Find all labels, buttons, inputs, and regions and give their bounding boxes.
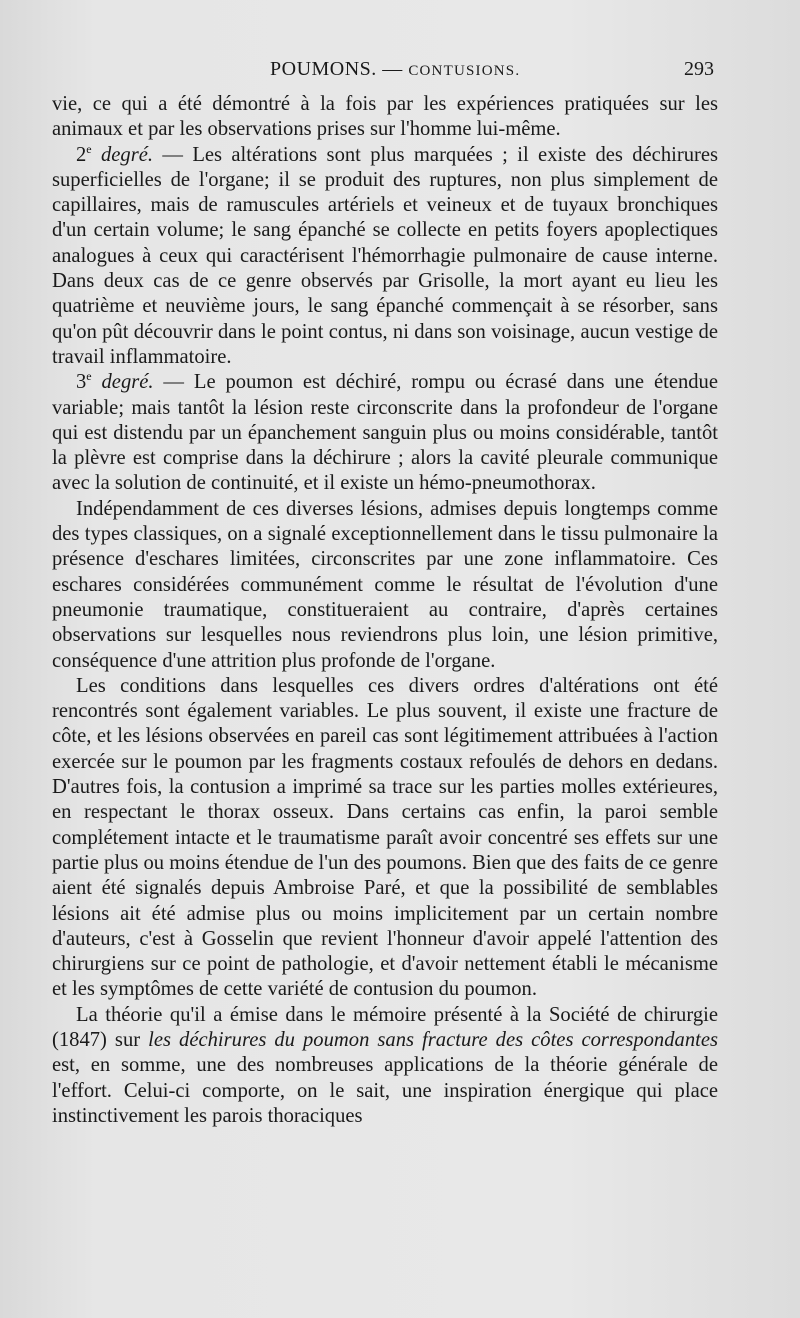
running-title [270,58,520,81]
paragraph-6 [52,1003,718,1129]
degree-suffix: e [86,369,92,384]
running-title-section: CONTUSIONS. [408,63,521,79]
degree-suffix: e [86,141,92,156]
paragraph-4: Indépendamment de ces diverses lésions, admises depuis longtemps comme des types classiques, on a signalé exceptionnellement dans le tissu pulmonaire la présence d'eschares limitées, circonscrites par une zone inflammatoire. Ces eschares considérées communément comme le résultat de l'évolution d'une pneumonie traumatique, constitueraient au contraire, d'après certaines observations sur lesquelles nous reviendrons plus loin, une lésion primitive, conséquence d'une attrition plus profonde de l'organe. [52,497,718,672]
paragraph-2-text: — Les altérations sont plus marquées ; il existe des déchirures superficielles de l'organe; il se produit des ruptures, non plus simplement de capillaires, mais de ramuscules artériels et veineux et de tuyaux bronchiques d'un certain volume; le sang épanché se collecte en petits foyers apoplectiques analogues à ceux qui caractérisent l'hémorrhagie pulmonaire de cause interne. Dans deux cas de ce genre observés par Grisolle, la mort ayant eu lieu les quatrième et neuvième jours, le sang épanché commençait à se résorber, sans qu'on pût découvrir dans le point contus, ni dans son voisinage, aucun vestige de travail inflammatoire. [52,143,719,368]
paragraph-6-text-b: est, en somme, une des nombreuses applications de la théorie générale de l'effort. Celui-ci comporte, on le sait, une inspiration énergique qui place instinctivement les parois thoraciques [52,1054,718,1127]
degree-number: 3 [76,371,87,394]
paragraph-6-text-a: La théorie qu'il a émise dans le mémoire présenté à la Société de chirurgie (1847) sur [52,1003,718,1051]
paragraph-2 [52,143,718,371]
paragraph-5: Les conditions dans lesquelles ces divers ordres d'altérations ont été rencontrés sont également variables. Le plus souvent, il existe une fracture de côte, et les lésions observées en pareil cas sont légitimement attribuées à l'action exercée sur le poumon par les fragments costaux refoulés de dehors en dedans. D'autres fois, la contusion a imprimé sa trace sur les parties molles extérieures, en respectant le thorax osseux. Dans certains cas enfin, la paroi semble complétement intacte et le traumatisme paraît avoir concentré ses effets sur une partie plus ou moins étendue de l'un des poumons. Bien que des faits de ce genre aient été signalés depuis Ambroise Paré, et que la possibilité de semblables lésions ait été admise plus ou moins implicitement par un certain nombre d'auteurs, c'est à Gosselin que revient l'honneur d'avoir appelé l'attention des chirurgiens sur ce point de pathologie, et d'avoir nettement établi le mécanisme et les symptômes de cette variété de contusion du poumon. [52,674,718,1001]
cited-memoir-title: les déchirures du poumon sans fracture des côtes correspondantes [148,1028,719,1051]
paragraph-3-text: — Le poumon est déchiré, rompu ou écrasé dans une étendue variable; mais tantôt la lésion reste circonscrite dans la profondeur de l'organe qui est distendu par un épanchement sanguin plus ou moins considérable, tantôt la plèvre est comprise dans la déchirure ; alors la cavité pleurale communique avec la solution de continuité, et il existe un hémo-pneumothorax. [52,371,718,495]
degree-number: 2 [76,143,87,166]
paragraph-3 [52,370,718,496]
running-title-main: POUMONS. — [270,58,409,80]
body-text [52,92,718,1129]
page-number: 293 [684,58,714,80]
degree-label: degré. [91,143,154,166]
paragraph-1: vie, ce qui a été démontré à la fois par les expériences pratiquées sur les animaux et par les observations prises sur l'homme lui-même. [52,93,718,141]
degree-label: degré. [91,371,154,394]
running-header [52,58,714,84]
